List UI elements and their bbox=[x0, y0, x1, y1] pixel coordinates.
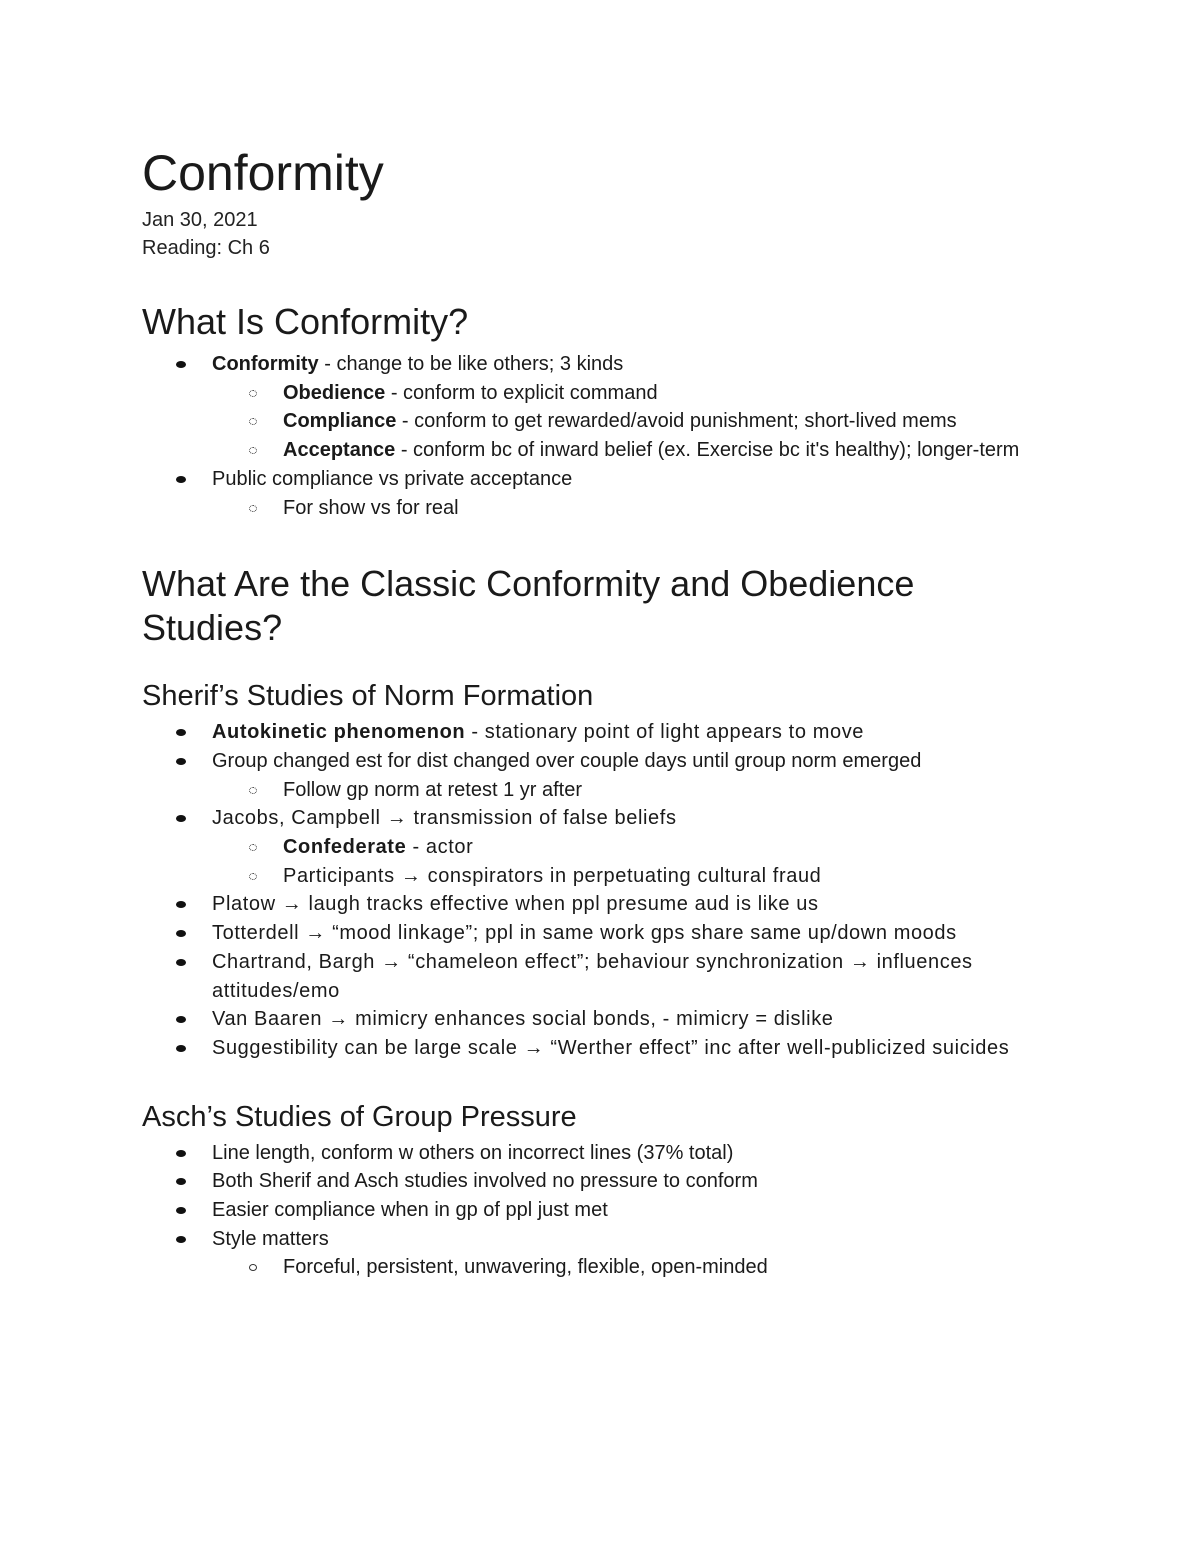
sub-bullet-icon bbox=[249, 447, 257, 454]
section-heading-asch: Asch’s Studies of Group Pressure bbox=[142, 1100, 577, 1133]
list-item bbox=[142, 776, 1042, 805]
list-item-text: - conform bc of inward belief (ex. Exercise bc it's healthy); longer-term bbox=[395, 439, 1020, 462]
bullet-icon bbox=[176, 1236, 186, 1243]
bullet-icon bbox=[176, 361, 186, 368]
list-item-text: Totterdell → “mood linkage”; ppl in same work gps share same up/down moods bbox=[212, 922, 957, 945]
bullet-icon bbox=[176, 1207, 186, 1214]
list-item bbox=[142, 804, 1042, 833]
list-item-text: Follow gp norm at retest 1 yr after bbox=[283, 778, 583, 801]
bullet-icon bbox=[176, 815, 186, 822]
list-item-text: - conform to explicit command bbox=[385, 381, 658, 404]
bullet-icon bbox=[176, 729, 186, 736]
bullet-icon bbox=[176, 930, 186, 937]
term-label: Confederate bbox=[283, 836, 407, 859]
bullet-icon bbox=[176, 901, 186, 908]
list-item bbox=[142, 862, 1042, 891]
sub-bullet-icon bbox=[249, 1264, 257, 1271]
term-label: Acceptance bbox=[283, 439, 396, 462]
list-item-text: For show vs for real bbox=[283, 496, 459, 519]
list-item-text: Chartrand, Bargh → “chameleon effect”; behaviour synchronization → influences attitudes/emo bbox=[212, 950, 973, 1002]
sub-bullet-icon bbox=[249, 873, 257, 880]
document-page bbox=[142, 140, 1042, 1282]
sub-bullet-icon bbox=[249, 787, 257, 794]
list-item bbox=[142, 379, 1042, 408]
list-item-text: Participants → conspirators in perpetuating cultural fraud bbox=[283, 864, 822, 887]
list-item bbox=[142, 1005, 1042, 1034]
bullet-icon bbox=[176, 1150, 186, 1157]
list-item-text: Platow → laugh tracks effective when ppl presume aud is like us bbox=[212, 893, 819, 916]
doc-reading: Reading: Ch 6 bbox=[142, 237, 270, 259]
list-item-text: Style matters bbox=[212, 1227, 329, 1250]
list-item bbox=[142, 919, 1042, 948]
conformity-list bbox=[142, 350, 1042, 522]
list-item bbox=[142, 436, 1042, 465]
bullet-icon bbox=[176, 758, 186, 765]
list-item-text: Public compliance vs private acceptance bbox=[212, 467, 573, 490]
list-item-text: - actor bbox=[406, 836, 474, 859]
term-label: Autokinetic phenomenon bbox=[212, 721, 466, 744]
bullet-icon bbox=[176, 959, 186, 966]
list-item-text: - stationary point of light appears to move bbox=[465, 721, 865, 744]
list-item bbox=[142, 948, 1042, 1005]
list-item-text: Easier compliance when in gp of ppl just met bbox=[212, 1199, 608, 1222]
bullet-icon bbox=[176, 1178, 186, 1185]
sherif-list bbox=[142, 718, 1042, 1062]
list-item-text: Group changed est for dist changed over couple days until group norm emerged bbox=[212, 749, 922, 772]
bullet-icon bbox=[176, 476, 186, 483]
list-item-text: Van Baaren → mimicry enhances social bonds, - mimicry = dislike bbox=[212, 1008, 834, 1031]
sub-bullet-icon bbox=[249, 418, 257, 425]
sub-bullet-icon bbox=[249, 390, 257, 397]
section-heading-sherif: Sherif’s Studies of Norm Formation bbox=[142, 680, 594, 713]
term-label: Obedience bbox=[283, 381, 386, 404]
list-item bbox=[142, 494, 1042, 523]
list-item bbox=[142, 833, 1042, 862]
term-label: Conformity bbox=[212, 353, 319, 375]
list-item-text: Forceful, persistent, unwavering, flexible, open-minded bbox=[283, 1256, 768, 1279]
bullet-icon bbox=[176, 1045, 186, 1052]
list-item bbox=[142, 407, 1042, 436]
list-item bbox=[142, 1167, 1042, 1196]
list-item-text: Suggestibility can be large scale → “Werther effect” inc after well-publicized suicides bbox=[212, 1036, 1010, 1059]
asch-list bbox=[142, 1139, 1042, 1283]
list-item bbox=[142, 1196, 1042, 1225]
sub-bullet-icon bbox=[249, 505, 257, 512]
list-item-text: - conform to get rewarded/avoid punishment; short-lived mems bbox=[396, 410, 957, 433]
list-item bbox=[142, 1034, 1042, 1063]
doc-title: Conformity bbox=[142, 145, 384, 201]
list-item-text: Jacobs, Campbell → transmission of false beliefs bbox=[212, 807, 677, 830]
list-item bbox=[142, 465, 1042, 494]
bullet-icon bbox=[176, 1016, 186, 1023]
list-item bbox=[142, 1253, 1042, 1282]
sub-bullet-icon bbox=[249, 844, 257, 851]
term-label: Compliance bbox=[283, 410, 397, 433]
list-item bbox=[142, 890, 1042, 919]
list-item-text: - change to be like others; 3 kinds bbox=[318, 353, 624, 375]
list-item bbox=[142, 1139, 1042, 1168]
section-heading-what-is-conformity: What Is Conformity? bbox=[142, 301, 469, 342]
section-heading-classic-studies: What Are the Classic Conformity and Obedience Studies? bbox=[142, 563, 915, 649]
list-item bbox=[142, 747, 1042, 776]
list-item-text: Both Sherif and Asch studies involved no pressure to conform bbox=[212, 1170, 758, 1193]
list-item bbox=[142, 350, 1042, 379]
list-item bbox=[142, 718, 1042, 747]
list-item bbox=[142, 1225, 1042, 1254]
list-item-text: Line length, conform w others on incorrect lines (37% total) bbox=[212, 1141, 734, 1164]
doc-date: Jan 30, 2021 bbox=[142, 209, 258, 231]
